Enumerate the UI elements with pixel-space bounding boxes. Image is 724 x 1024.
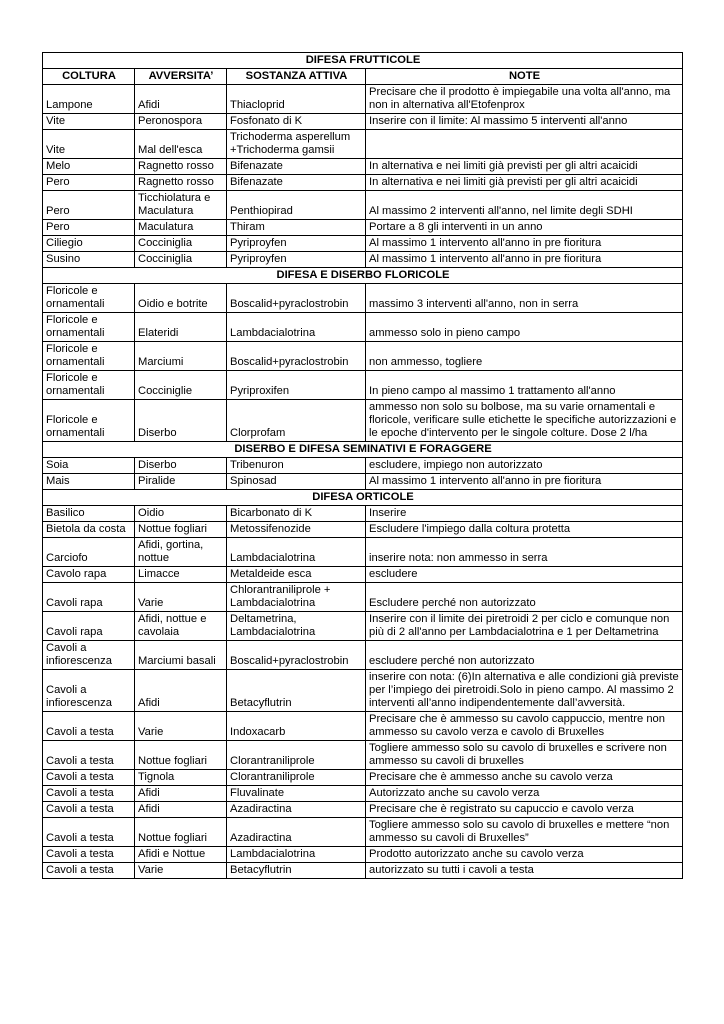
table-row bbox=[43, 191, 683, 220]
column-header: NOTE bbox=[366, 69, 683, 85]
cell-sostanza-attiva: Deltametrina, Lambdacialotrina bbox=[227, 612, 366, 641]
cell-coltura: Pero bbox=[43, 191, 135, 220]
cell-note: Inserire con il limite dei piretroidi 2 per ciclo e comunque non più di 2 all'anno per Lambdacialotrina e 1 per Deltametrina bbox=[366, 612, 683, 641]
cell-note: Al massimo 2 interventi all'anno, nel limite degli SDHI bbox=[366, 191, 683, 220]
cell-avversita: Cocciniglia bbox=[135, 252, 227, 268]
cell-coltura: Cavoli a infiorescenza bbox=[43, 670, 135, 712]
cell-sostanza-attiva: Betacyflutrin bbox=[227, 863, 366, 879]
cell-sostanza-attiva: Thiram bbox=[227, 220, 366, 236]
cell-sostanza-attiva: Pyriproyfen bbox=[227, 236, 366, 252]
cell-avversita: Elateridi bbox=[135, 313, 227, 342]
cell-coltura: Pero bbox=[43, 220, 135, 236]
cell-sostanza-attiva: Spinosad bbox=[227, 474, 366, 490]
table-row bbox=[43, 474, 683, 490]
cell-coltura: Cavoli a testa bbox=[43, 786, 135, 802]
table-row bbox=[43, 863, 683, 879]
table-row bbox=[43, 458, 683, 474]
cell-avversita: Cocciniglia bbox=[135, 236, 227, 252]
column-header: AVVERSITA’ bbox=[135, 69, 227, 85]
table-row bbox=[43, 400, 683, 442]
pesticide-table bbox=[42, 52, 683, 879]
cell-sostanza-attiva: Boscalid+pyraclostrobin bbox=[227, 342, 366, 371]
cell-avversita: Ragnetto rosso bbox=[135, 175, 227, 191]
cell-coltura: Cavoli a testa bbox=[43, 770, 135, 786]
cell-note: Togliere ammesso solo su cavolo di bruxelles e scrivere non ammesso su cavoli di bruxelles bbox=[366, 741, 683, 770]
table-row bbox=[43, 175, 683, 191]
cell-sostanza-attiva: Bifenazate bbox=[227, 175, 366, 191]
table-row bbox=[43, 342, 683, 371]
cell-sostanza-attiva: Bicarbonato di K bbox=[227, 506, 366, 522]
cell-coltura: Basilico bbox=[43, 506, 135, 522]
cell-sostanza-attiva: Penthiopirad bbox=[227, 191, 366, 220]
table-row bbox=[43, 220, 683, 236]
cell-note: inserire nota: non ammesso in serra bbox=[366, 538, 683, 567]
cell-note: In alternativa e nei limiti già previsti per gli altri acaicidi bbox=[366, 175, 683, 191]
cell-avversita: Afidi bbox=[135, 670, 227, 712]
column-header-row bbox=[43, 69, 683, 85]
cell-sostanza-attiva: Tribenuron bbox=[227, 458, 366, 474]
cell-sostanza-attiva: Lambdacialotrina bbox=[227, 538, 366, 567]
cell-avversita: Nottue fogliari bbox=[135, 741, 227, 770]
cell-coltura: Cavoli a testa bbox=[43, 847, 135, 863]
cell-coltura: Cavoli a testa bbox=[43, 741, 135, 770]
cell-note: Precisare che è ammesso anche su cavolo verza bbox=[366, 770, 683, 786]
cell-note bbox=[366, 130, 683, 159]
cell-coltura: Cavoli a testa bbox=[43, 712, 135, 741]
cell-coltura: Floricole e ornamentali bbox=[43, 342, 135, 371]
table-row bbox=[43, 284, 683, 313]
cell-note: Prodotto autorizzato anche su cavolo verza bbox=[366, 847, 683, 863]
cell-coltura: Soia bbox=[43, 458, 135, 474]
cell-avversita: Varie bbox=[135, 583, 227, 612]
table-row bbox=[43, 847, 683, 863]
cell-note: Precisare che il prodotto è impiegabile una volta all'anno, ma non in alternativa all'Etofenprox bbox=[366, 85, 683, 114]
cell-sostanza-attiva: Clorantraniliprole bbox=[227, 741, 366, 770]
table-row bbox=[43, 522, 683, 538]
cell-avversita: Piralide bbox=[135, 474, 227, 490]
cell-note: ammesso solo in pieno campo bbox=[366, 313, 683, 342]
cell-avversita: Nottue fogliari bbox=[135, 522, 227, 538]
section-title: DIFESA FRUTTICOLE bbox=[43, 53, 683, 69]
table-row bbox=[43, 741, 683, 770]
cell-note: Inserire bbox=[366, 506, 683, 522]
cell-sostanza-attiva: Fluvalinate bbox=[227, 786, 366, 802]
cell-note: escludere bbox=[366, 567, 683, 583]
cell-note: escludere perché non autorizzato bbox=[366, 641, 683, 670]
cell-avversita: Mal dell'esca bbox=[135, 130, 227, 159]
table-row bbox=[43, 252, 683, 268]
column-header: COLTURA bbox=[43, 69, 135, 85]
cell-coltura: Susino bbox=[43, 252, 135, 268]
section-title: DIFESA E DISERBO FLORICOLE bbox=[43, 268, 683, 284]
cell-avversita: Afidi bbox=[135, 786, 227, 802]
cell-sostanza-attiva: Lambdacialotrina bbox=[227, 847, 366, 863]
section-header-row bbox=[43, 53, 683, 69]
cell-avversita: Maculatura bbox=[135, 220, 227, 236]
cell-sostanza-attiva: Metaldeide esca bbox=[227, 567, 366, 583]
cell-note: Al massimo 1 intervento all'anno in pre fioritura bbox=[366, 474, 683, 490]
cell-sostanza-attiva: Boscalid+pyraclostrobin bbox=[227, 284, 366, 313]
table-row bbox=[43, 612, 683, 641]
cell-note: ammesso non solo su bolbose, ma su varie ornamentali e floricole, verificare sulle etichette le specifiche autorizzazioni e le epoche d'intervento per le singole colture. Dose 2 l/ha bbox=[366, 400, 683, 442]
cell-avversita: Ticchiolatura e Maculatura bbox=[135, 191, 227, 220]
cell-avversita: Afidi, gortina, nottue bbox=[135, 538, 227, 567]
cell-sostanza-attiva: Clorprofam bbox=[227, 400, 366, 442]
cell-avversita: Marciumi basali bbox=[135, 641, 227, 670]
table-row bbox=[43, 236, 683, 252]
cell-sostanza-attiva: Chlorantraniliprole + Lambdacialotrina bbox=[227, 583, 366, 612]
cell-avversita: Afidi e Nottue bbox=[135, 847, 227, 863]
cell-avversita: Afidi bbox=[135, 802, 227, 818]
cell-sostanza-attiva: Betacyflutrin bbox=[227, 670, 366, 712]
table-row bbox=[43, 802, 683, 818]
cell-avversita: Afidi, nottue e cavolaia bbox=[135, 612, 227, 641]
cell-avversita: Cocciniglie bbox=[135, 371, 227, 400]
cell-coltura: Vite bbox=[43, 130, 135, 159]
cell-coltura: Cavoli rapa bbox=[43, 612, 135, 641]
cell-sostanza-attiva: Indoxacarb bbox=[227, 712, 366, 741]
cell-note: Autorizzato anche su cavolo verza bbox=[366, 786, 683, 802]
table-row bbox=[43, 506, 683, 522]
table-row bbox=[43, 130, 683, 159]
cell-sostanza-attiva: Fosfonato di K bbox=[227, 114, 366, 130]
cell-avversita: Peronospora bbox=[135, 114, 227, 130]
cell-note: Portare a 8 gli interventi in un anno bbox=[366, 220, 683, 236]
table-row bbox=[43, 786, 683, 802]
cell-avversita: Oidio bbox=[135, 506, 227, 522]
cell-note: escludere, impiego non autorizzato bbox=[366, 458, 683, 474]
table-row bbox=[43, 159, 683, 175]
cell-avversita: Diserbo bbox=[135, 400, 227, 442]
cell-coltura: Cavoli a testa bbox=[43, 863, 135, 879]
cell-note: non ammesso, togliere bbox=[366, 342, 683, 371]
cell-note: In pieno campo al massimo 1 trattamento all'anno bbox=[366, 371, 683, 400]
cell-coltura: Pero bbox=[43, 175, 135, 191]
cell-sostanza-attiva: Lambdacialotrina bbox=[227, 313, 366, 342]
cell-note: In alternativa e nei limiti già previsti per gli altri acaicidi bbox=[366, 159, 683, 175]
cell-coltura: Melo bbox=[43, 159, 135, 175]
cell-coltura: Vite bbox=[43, 114, 135, 130]
table-row bbox=[43, 371, 683, 400]
cell-note: Togliere ammesso solo su cavolo di bruxelles e mettere “non ammesso su cavoli di Bruxelles” bbox=[366, 818, 683, 847]
cell-sostanza-attiva: Pyriproyfen bbox=[227, 252, 366, 268]
cell-note: Precisare che è ammesso su cavolo cappuccio, mentre non ammesso su cavolo verza e cavolo di Bruxelles bbox=[366, 712, 683, 741]
cell-note: inserire con nota: (6)In alternativa e alle condizioni già previste per l’impiego dei piretroidi.Solo in pieno campo. Al massimo 2 interventi all’anno indipendentemente dall’avversità. bbox=[366, 670, 683, 712]
table-row bbox=[43, 313, 683, 342]
cell-sostanza-attiva: Azadiractina bbox=[227, 802, 366, 818]
table-row bbox=[43, 114, 683, 130]
cell-coltura: Cavolo rapa bbox=[43, 567, 135, 583]
table-row bbox=[43, 538, 683, 567]
cell-avversita: Afidi bbox=[135, 85, 227, 114]
cell-coltura: Floricole e ornamentali bbox=[43, 400, 135, 442]
section-header-row bbox=[43, 268, 683, 284]
cell-coltura: Floricole e ornamentali bbox=[43, 371, 135, 400]
cell-avversita: Limacce bbox=[135, 567, 227, 583]
cell-sostanza-attiva: Boscalid+pyraclostrobin bbox=[227, 641, 366, 670]
cell-note: Inserire con il limite: Al massimo 5 interventi all'anno bbox=[366, 114, 683, 130]
table-row bbox=[43, 712, 683, 741]
cell-coltura: Mais bbox=[43, 474, 135, 490]
table-row bbox=[43, 670, 683, 712]
cell-sostanza-attiva: Azadiractina bbox=[227, 818, 366, 847]
cell-sostanza-attiva: Thiacloprid bbox=[227, 85, 366, 114]
cell-coltura: Cavoli a testa bbox=[43, 818, 135, 847]
cell-sostanza-attiva: Pyriproxifen bbox=[227, 371, 366, 400]
table-row bbox=[43, 567, 683, 583]
cell-note: Escludere l'impiego dalla coltura protetta bbox=[366, 522, 683, 538]
table-row bbox=[43, 770, 683, 786]
cell-sostanza-attiva: Clorantraniliprole bbox=[227, 770, 366, 786]
section-header-row bbox=[43, 442, 683, 458]
cell-sostanza-attiva: Bifenazate bbox=[227, 159, 366, 175]
cell-sostanza-attiva: Trichoderma asperellum +Trichoderma gamsii bbox=[227, 130, 366, 159]
cell-coltura: Lampone bbox=[43, 85, 135, 114]
cell-avversita: Tignola bbox=[135, 770, 227, 786]
cell-avversita: Marciumi bbox=[135, 342, 227, 371]
section-title: DISERBO E DIFESA SEMINATIVI E FORAGGERE bbox=[43, 442, 683, 458]
cell-avversita: Nottue fogliari bbox=[135, 818, 227, 847]
section-title: DIFESA ORTICOLE bbox=[43, 490, 683, 506]
cell-note: autorizzato su tutti i cavoli a testa bbox=[366, 863, 683, 879]
table-row bbox=[43, 583, 683, 612]
table-row bbox=[43, 641, 683, 670]
cell-avversita: Diserbo bbox=[135, 458, 227, 474]
section-header-row bbox=[43, 490, 683, 506]
cell-note: Escludere perché non autorizzato bbox=[366, 583, 683, 612]
cell-coltura: Floricole e ornamentali bbox=[43, 284, 135, 313]
cell-coltura: Carciofo bbox=[43, 538, 135, 567]
cell-avversita: Varie bbox=[135, 712, 227, 741]
cell-coltura: Floricole e ornamentali bbox=[43, 313, 135, 342]
cell-note: Precisare che è registrato su capuccio e cavolo verza bbox=[366, 802, 683, 818]
cell-coltura: Cavoli a infiorescenza bbox=[43, 641, 135, 670]
cell-coltura: Cavoli rapa bbox=[43, 583, 135, 612]
cell-note: massimo 3 interventi all'anno, non in serra bbox=[366, 284, 683, 313]
cell-note: Al massimo 1 intervento all'anno in pre fioritura bbox=[366, 252, 683, 268]
cell-avversita: Ragnetto rosso bbox=[135, 159, 227, 175]
table-row bbox=[43, 85, 683, 114]
cell-avversita: Varie bbox=[135, 863, 227, 879]
column-header: SOSTANZA ATTIVA bbox=[227, 69, 366, 85]
cell-sostanza-attiva: Metossifenozide bbox=[227, 522, 366, 538]
table-row bbox=[43, 818, 683, 847]
cell-note: Al massimo 1 intervento all'anno in pre fioritura bbox=[366, 236, 683, 252]
cell-coltura: Cavoli a testa bbox=[43, 802, 135, 818]
cell-avversita: Oidio e botrite bbox=[135, 284, 227, 313]
cell-coltura: Ciliegio bbox=[43, 236, 135, 252]
cell-coltura: Bietola da costa bbox=[43, 522, 135, 538]
